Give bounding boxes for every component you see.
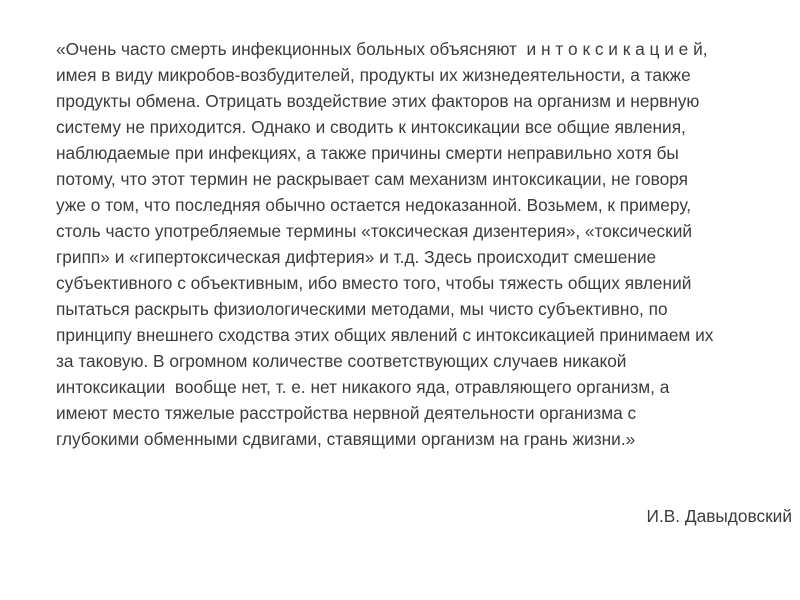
quote-line: имеют место тяжелые расстройства нервной деятельности организма с bbox=[56, 403, 637, 423]
quote-line: грипп» и «гипертоксическая дифтерия» и т.д. Здесь происходит смешение bbox=[56, 247, 657, 267]
quote-line: субъективного с объективным, ибо вместо того, чтобы тяжесть общих явлений bbox=[56, 273, 692, 293]
quote-line: глубокими обменными сдвигами, ставящими организм на грань жизни.» bbox=[56, 429, 636, 449]
quote-line: имея в виду микробов-возбудителей, продукты их жизнедеятельности, а также bbox=[56, 65, 691, 85]
quote-line: пытаться раскрыть физиологическими методами, мы чисто субъективно, по bbox=[56, 299, 668, 319]
quote-line: интоксикации вообще нет, т. е. нет никакого яда, отравляющего организм, а bbox=[56, 377, 670, 397]
quote-author: И.В. Давыдовский bbox=[646, 506, 792, 526]
quote-line: за таковую. В огромном количестве соответствующих случаев никакой bbox=[56, 351, 627, 371]
quote-line: «Очень часто смерть инфекционных больных объясняют и н т о к с и к а ц и е й, bbox=[56, 39, 708, 59]
quote-line: наблюдаемые при инфекциях, а также причины смерти неправильно хотя бы bbox=[56, 143, 679, 163]
quote-line: продукты обмена. Отрицать воздействие этих факторов на организм и нервную bbox=[56, 91, 700, 111]
quote-line: уже о том, что последняя обычно остается недоказанной. Возьмем, к примеру, bbox=[56, 195, 692, 215]
quote-line: потому, что этот термин не раскрывает сам механизм интоксикации, не говоря bbox=[56, 169, 689, 189]
quote-block bbox=[56, 36, 796, 452]
quote-line: принципу внешнего сходства этих общих явлений с интоксикацией принимаем их bbox=[56, 325, 714, 345]
quote-line: столь часто употребляемые термины «токсическая дизентерия», «токсический bbox=[56, 221, 693, 241]
quote-line: систему не приходится. Однако и сводить к интоксикации все общие явления, bbox=[56, 117, 686, 137]
